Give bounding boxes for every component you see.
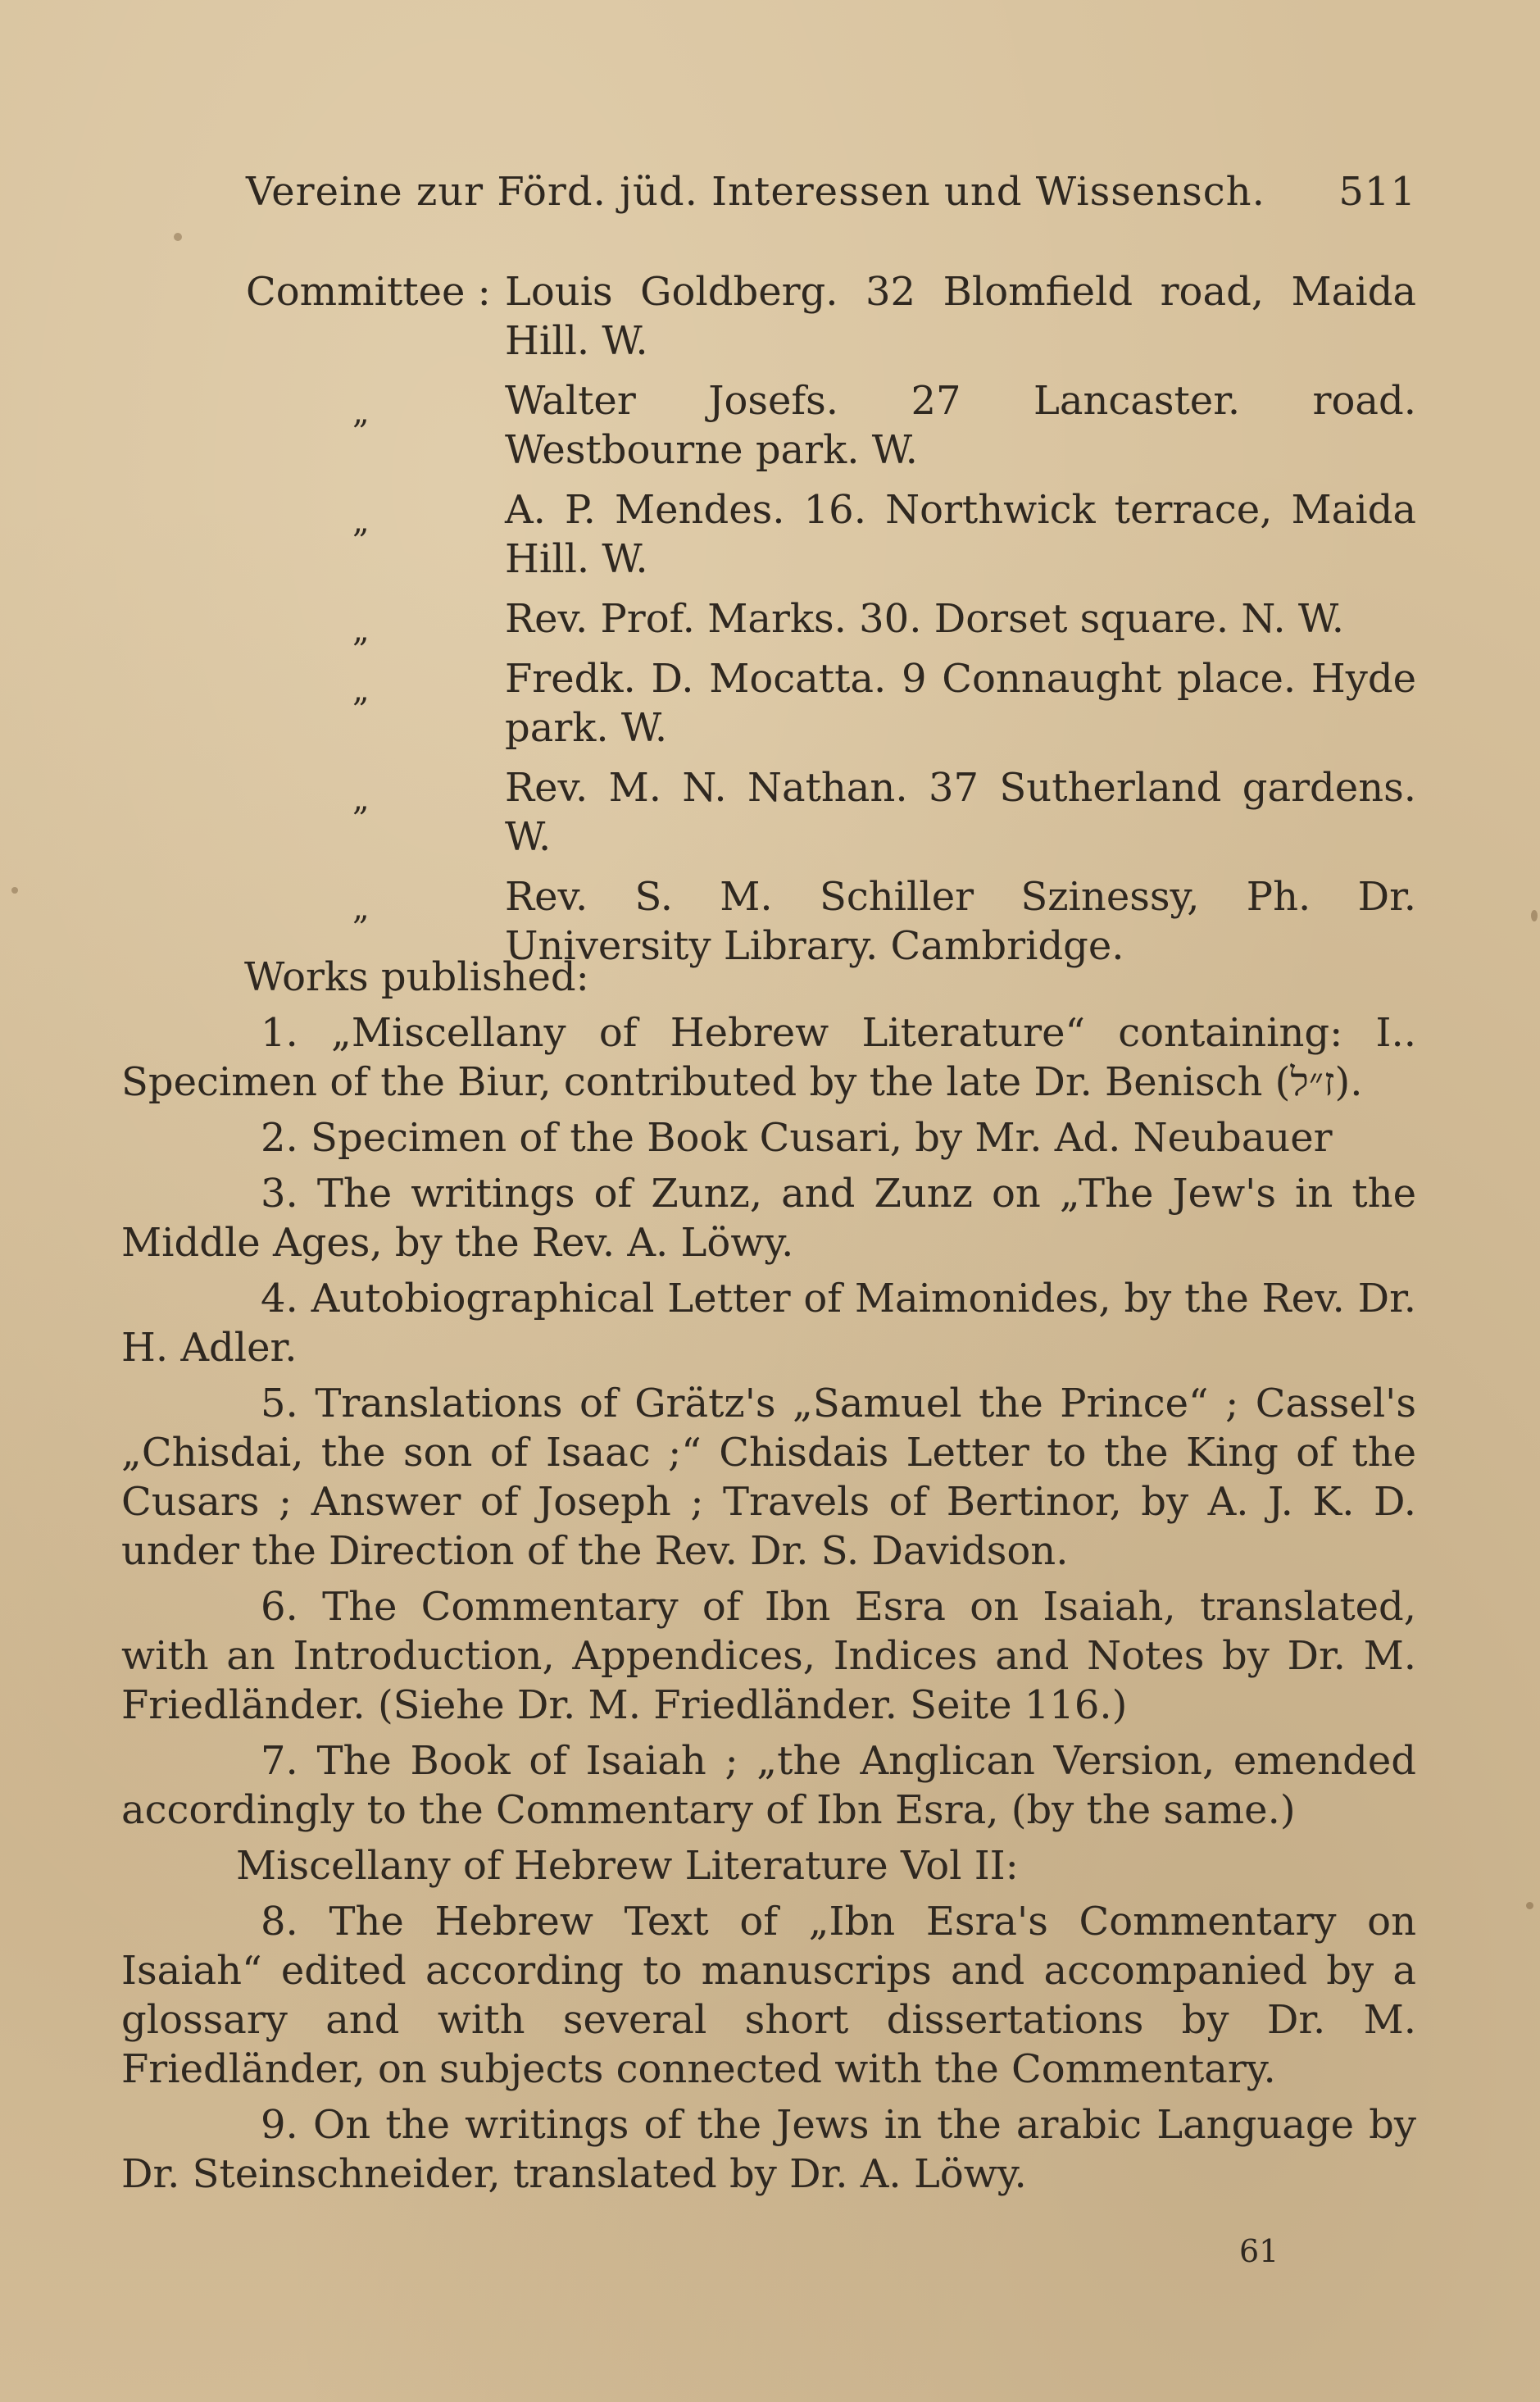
work-item: 5. Translations of Grätz's „Samuel the Prince“ ; Cassel's „Chisdai, the son of Isaac ;“ Chisdais Letter to the King of the Cusars ; Answer of Joseph ; Travels of Bertinor, by A. J. K. D. under the Direction of the Rev. Dr. S. Davidson. [121,1381,1416,1574]
paper-stain [1531,910,1538,921]
signature-mark: 61 [1239,2233,1279,2269]
committee-member: Fredk. D. Mocatta. 9 Connaught place. Hyde park. W. [505,656,1416,751]
work-item: 9. On the writings of the Jews in the arabic Language by Dr. Steinschneider, translated by Dr. A. Löwy. [121,2102,1416,2197]
work-item: 4. Autobiographical Letter of Maimonides, by the Rev. Dr. H. Adler. [121,1276,1416,1371]
work-item: 2. Specimen of the Book Cusari, by Mr. Ad. Neubauer [261,1115,1333,1161]
paper-stain [11,887,18,894]
committee-list [246,267,1416,981]
works-section [121,953,1416,2205]
committee-row [246,594,1416,649]
works-heading: Works published: [244,954,589,1000]
work-item: 8. The Hebrew Text of „Ibn Esra's Commentary on Isaiah“ edited according to manuscrips and accompanied by a glossary and with several short dissertations by Dr. M. Friedländer, on subjects connected with the Commentary. [121,1899,1416,2092]
ditto-mark: „ [352,503,370,540]
paper-stain [174,233,182,241]
committee-member: Rev. M. N. Nathan. 37 Sutherland gardens. W. [505,765,1416,860]
ditto-mark: „ [352,394,370,431]
miscellany-vol-2-heading: Miscellany of Hebrew Literature Vol II: [236,1843,1019,1889]
committee-member: Walter Josefs. 27 Lancaster. road. Westbourne park. W. [505,378,1416,473]
committee-member: Louis Goldberg. 32 Blomfield road, Maida Hill. W. [505,269,1416,364]
running-head-title: Vereine zur Förd. jüd. Interessen und Wissensch. [246,169,1265,215]
committee-row [246,654,1416,753]
committee-row [246,376,1416,475]
committee-row [246,485,1416,584]
committee-member: Rev. Prof. Marks. 30. Dorset square. N. W. [505,596,1345,642]
page-number: 511 [1338,169,1416,215]
committee-member: Rev. S. M. Schiller Szinessy, Ph. Dr. University Library. Cambridge. [505,874,1416,969]
committee-label: Committee : [246,269,491,315]
work-item: 1. „Miscellany of Hebrew Literature“ containing: I.. Specimen of the Biur, contributed by the late Dr. Benisch (ז״ל). [121,1010,1416,1105]
ditto-mark: „ [352,889,370,927]
committee-row [246,267,1416,366]
running-head [246,169,1416,226]
paper-stain [1526,1902,1533,1909]
work-item: 3. The writings of Zunz, and Zunz on „The Jew's in the Middle Ages, by the Rev. A. Löwy. [121,1171,1416,1266]
work-item: 7. The Book of Isaiah ; „the Anglican Version, emended accordingly to the Commentary of Ibn Esra, (by the same.) [121,1738,1416,1833]
work-item: 6. The Commentary of Ibn Esra on Isaiah, translated, with an Introduction, Appendices, Indices and Notes by Dr. M. Friedländer. (Siehe Dr. M. Friedländer. Seite 116.) [121,1584,1416,1728]
ditto-mark: „ [352,780,370,818]
ditto-mark: „ [352,612,370,649]
committee-member: A. P. Mendes. 16. Northwick terrace, Maida Hill. W. [505,487,1416,582]
committee-row [246,763,1416,862]
ditto-mark: „ [352,671,370,709]
